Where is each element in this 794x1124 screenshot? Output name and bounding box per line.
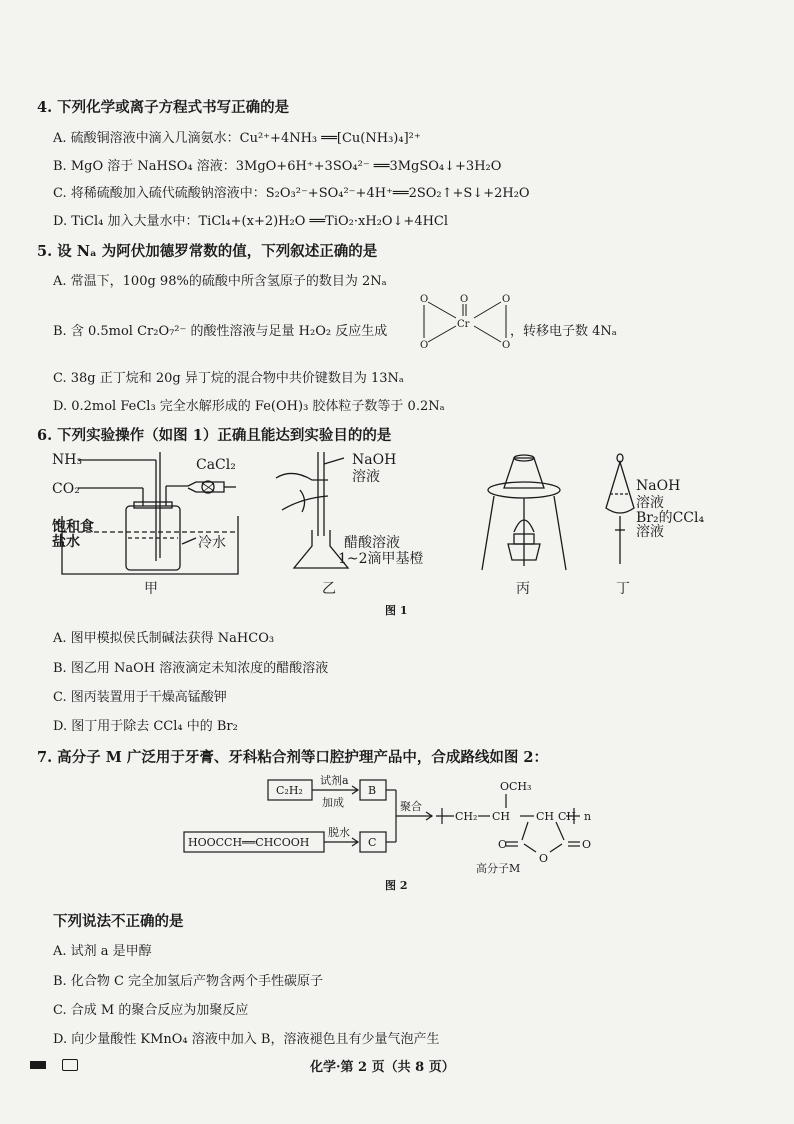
- question-7-stem: 7. 高分子 M 广泛用于牙膏、牙科粘合剂等口腔护理产品中，合成路线如图 2：: [37, 749, 548, 766]
- scheme-c: C: [368, 836, 377, 849]
- scheme-product-label: 高分子M: [476, 862, 521, 875]
- q5-option-d: D. 0.2mol FeCl₃ 完全水解形成的 Fe(OH)₃ 胶体粒子数等于 0.2Nₐ: [53, 399, 445, 414]
- fig-label-jia: 甲: [144, 581, 158, 597]
- fig-label-naoh-1a: NaOH: [352, 452, 397, 468]
- svg-text:O: O: [502, 340, 511, 351]
- fig-label-brine-1: 饱和食: [52, 519, 94, 535]
- fig-label-bing: 丙: [516, 581, 530, 597]
- scheme-addition: 加成: [322, 796, 344, 809]
- fig-label-naoh-2b: 溶液: [636, 495, 664, 511]
- fig-label-acetic: 醋酸溶液: [344, 535, 400, 551]
- question-6-stem: 6. 下列实验操作（如图 1）正确且能达到实验目的的是: [37, 427, 392, 444]
- figure-ding-sepfunnel: [598, 452, 638, 572]
- fig-label-naoh-1b: 溶液: [352, 469, 380, 485]
- q6-option-c: C. 图丙装置用于干燥高锰酸钾: [53, 690, 227, 705]
- scheme-och3: OCH₃: [500, 780, 532, 793]
- q5-option-b-tail: ，转移电子数 4Nₐ: [510, 324, 617, 339]
- q7-sub-stem: 下列说法不正确的是: [53, 913, 184, 930]
- fig-label-indicator: 1~2滴甲基橙: [338, 551, 424, 567]
- q7-option-a: A. 试剂 a 是甲醇: [53, 944, 152, 959]
- svg-text:O: O: [539, 852, 549, 865]
- figure-2-caption: 图 2: [385, 879, 408, 892]
- q4-option-a: A. 硫酸铜溶液中滴入几滴氨水：Cu²⁺+4NH₃ ══[Cu(NH₃)₄]²⁺: [53, 131, 421, 146]
- footer-page-number: 化学·第 2 页（共 8 页）: [310, 1060, 455, 1075]
- q7-option-d: D. 向少量酸性 KMnO₄ 溶液中加入 B，溶液褪色且有少量气泡产生: [53, 1032, 440, 1047]
- svg-text:O: O: [420, 294, 429, 305]
- fig-label-coldwater: 冷水: [198, 535, 226, 551]
- fig-label-br2-b: 溶液: [636, 524, 664, 540]
- scheme-dehydrate: 脱水: [328, 826, 350, 839]
- q7-option-c: C. 合成 M 的聚合反应为加聚反应: [53, 1003, 249, 1018]
- scheme-reagent: 试剂a: [320, 774, 349, 787]
- q6-option-d: D. 图丁用于除去 CCl₄ 中的 Br₂: [53, 719, 238, 734]
- fig-label-brine-2: 盐水: [52, 534, 80, 550]
- figure-bing-crucible: [476, 448, 576, 576]
- question-5-stem: 5. 设 Nₐ 为阿伏加德罗常数的值，下列叙述正确的是: [37, 243, 378, 260]
- fig-label-yi: 乙: [322, 581, 336, 597]
- scheme-b: B: [368, 784, 377, 797]
- figure-1-caption: 图 1: [385, 604, 408, 617]
- page-footer: [0, 1053, 794, 1077]
- svg-text:O: O: [460, 294, 469, 305]
- scheme-c2h2: C₂H₂: [276, 784, 303, 797]
- q5-option-a: A. 常温下，100g 98%的硫酸中所含氢原子的数目为 2Nₐ: [53, 274, 387, 289]
- svg-text:CH₂: CH₂: [455, 810, 478, 823]
- fig-label-co2: CO₂: [52, 481, 80, 497]
- cro5-structure: [414, 290, 514, 352]
- fig-label-naoh-2a: NaOH: [636, 478, 681, 494]
- q7-option-b: B. 化合物 C 完全加氢后产物含两个手性碳原子: [53, 974, 324, 989]
- footer-box-icon: [62, 1059, 78, 1071]
- svg-text:CH: CH: [536, 810, 555, 823]
- footer-mark-icon: [30, 1061, 46, 1069]
- scheme-start: HOOCCH══CHCOOH: [188, 836, 310, 849]
- svg-text:n: n: [584, 810, 592, 823]
- q5-option-b: B. 含 0.5mol Cr₂O₇²⁻ 的酸性溶液与足量 H₂O₂ 反应生成: [53, 324, 388, 339]
- scheme-polymerize: 聚合: [400, 800, 422, 813]
- question-4-stem: 4. 下列化学或离子方程式书写正确的是: [37, 99, 290, 116]
- fig-label-ding: 丁: [616, 581, 630, 597]
- synthesis-scheme: [180, 770, 620, 880]
- fig-label-cacl2: CaCl₂: [196, 457, 236, 473]
- svg-text:O: O: [502, 294, 511, 305]
- svg-text:O: O: [582, 838, 592, 851]
- fig-label-nh3: NH₃: [52, 452, 83, 468]
- svg-text:CH: CH: [558, 810, 577, 823]
- q5-option-c: C. 38g 正丁烷和 20g 异丁烷的混合物中共价键数目为 13Nₐ: [53, 371, 404, 386]
- fig-label-br2-a: Br₂的CCl₄: [636, 510, 705, 526]
- q4-option-c: C. 将稀硫酸加入硫代硫酸钠溶液中：S₂O₃²⁻+SO₄²⁻+4H⁺══2SO₂↑+S↓+2H₂O: [53, 186, 530, 201]
- svg-text:CH: CH: [492, 810, 511, 823]
- svg-text:O: O: [420, 340, 429, 351]
- q6-option-b: B. 图乙用 NaOH 溶液滴定未知浓度的醋酸溶液: [53, 661, 329, 676]
- svg-text:O: O: [498, 838, 508, 851]
- q4-option-d: D. TiCl₄ 加入大量水中：TiCl₄+(x+2)H₂O ══TiO₂·xH₂O↓+4HCl: [53, 214, 449, 229]
- cr-atom-label: Cr: [457, 319, 470, 330]
- q4-option-b: B. MgO 溶于 NaHSO₄ 溶液：3MgO+6H⁺+3SO₄²⁻ ══3MgSO₄↓+3H₂O: [53, 159, 502, 174]
- q6-option-a: A. 图甲模拟侯氏制碱法获得 NaHCO₃: [53, 631, 275, 646]
